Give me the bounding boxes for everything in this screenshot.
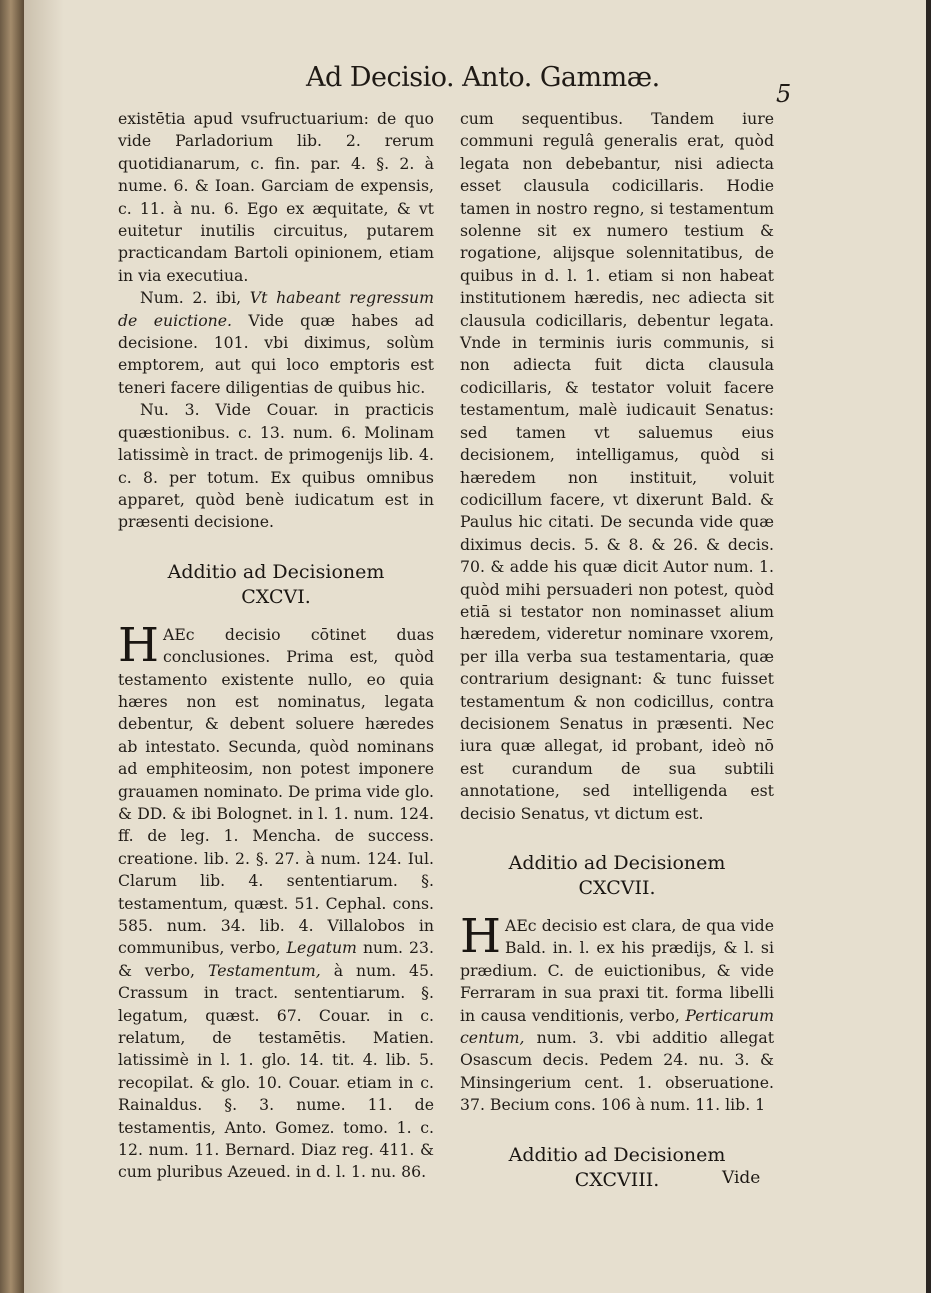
facing-page-edge bbox=[0, 0, 24, 1293]
catchword: Vide bbox=[722, 1168, 761, 1188]
paragraph bbox=[460, 909, 774, 1117]
text-run: num. 3. vbi additio allegat Osascum decis. Pedem 24. nu. 3. & Minsingerium cent. 1. obseruatione. 37. Becium cons. 106 à num. 11. lib. 1 bbox=[460, 1028, 774, 1115]
text-run: Num. 2. ibi, bbox=[140, 288, 250, 308]
italic-citation: Legatum bbox=[286, 938, 357, 958]
text-run: AEc decisio cōtinet duas conclusiones. Prima est, quòd testamento existente nullo, eo quia hæres non est nominatus, legata debentur, & debent soluere hæredes ab intestato. Secunda, quòd nominans ad emphiteosim, non potest imponere grauamen nominato. De prima vide glo. & DD. & ibi Bolognet. in l. 1. num. 124. ff. de leg. 1. Mencha. de success. creatione. lib. 2. §. 27. à num. 124. Iul. Clarum lib. 4. sententiarum. §. testamentum, quæst. 51. Cephal. cons. 585. num. 34. lib. 4. Villalobos in communibus, verbo, bbox=[118, 624, 434, 958]
heading-line: Additio ad Decisionem bbox=[167, 560, 385, 583]
right-column bbox=[460, 108, 774, 1207]
italic-citation: Vt habeant regressum de euictione. bbox=[118, 288, 434, 330]
paragraph bbox=[118, 287, 434, 399]
heading-numeral: CXCVII. bbox=[578, 877, 656, 899]
heading-numeral: CXCVI. bbox=[241, 585, 311, 608]
text-run: Vide quæ habes ad decisione. 101. vbi diximus, solùm emptorem, aut qui loco emptoris est teneri facere diligentias de quibus hic. bbox=[118, 310, 434, 397]
left-column bbox=[118, 108, 434, 1184]
text-run: à num. 45. Crassum in tract. sententiarum. §. legatum, quæst. 67. Couar. in c. relatum, de testamētis. Matien. latissimè in l. 1. glo. 14. tit. 4. lib. 5. recopilat. & glo. 10. Couar. etiam in c. Rainaldus. §. 3. nume. 11. de testamentis, Anto. Gomez. tomo. 1. c. 12. num. 11. Bernard. Diaz reg. 411. & cum pluribus Azeued. in d. l. 1. nu. 86. bbox=[118, 960, 434, 1182]
section-heading bbox=[118, 560, 434, 610]
running-title: Ad Decisio. Anto. Gammæ. bbox=[306, 62, 660, 93]
heading-line: Additio ad Decisionem bbox=[508, 1143, 726, 1166]
paragraph bbox=[118, 617, 434, 1184]
text-run: AEc decisio est clara, de qua vide Bald. in. l. ex his prædijs, & l. si prædium. C. de euictionibus, & vide Ferraram in sua praxi tit. forma libelli in causa venditionis, verbo, bbox=[460, 916, 774, 1025]
italic-citation: Perticarum centum, bbox=[460, 1005, 774, 1048]
paragraph: existētia apud vsufructuarium: de quo vide Parladorium lib. 2. rerum quotidianarum, c. fin. par. 4. §. 2. à nume. 6. & Ioan. Garciam de expensis, c. 11. à nu. 6. Ego ex æquitate, & vt euitetur inutilis circuitus, putarem practicandam Bartoli opinionem, etiam in via executiua. bbox=[118, 109, 434, 285]
section-heading bbox=[460, 851, 774, 901]
paragraph: Nu. 3. Vide Couar. in practicis quæstionibus. c. 13. num. 6. Molinam latissimè in tract. de primogenijs lib. 4. c. 8. per totum. Ex quibus omnibus apparet, quòd benè iudicatum est in præsenti decisione. bbox=[118, 400, 434, 532]
heading-line: Additio ad Decisionem bbox=[508, 852, 726, 874]
drop-cap: H bbox=[118, 617, 159, 673]
italic-citation: Testamentum, bbox=[207, 960, 321, 980]
page-number: 5 bbox=[776, 80, 792, 108]
heading-numeral: CXCVIII. bbox=[574, 1168, 660, 1191]
text-run: num. 23. & verbo, bbox=[118, 938, 434, 980]
paragraph: cum sequentibus. Tandem iure communi regulâ generalis erat, quòd legata non debebantur, nisi adiecta esset clausula codicillaris. Hodie tamen in nostro regno, si testamentum solenne sit ex numero testium & rogatione, alijsque solennitatibus, de quibus in d. l. 1. etiam si non habeat institutionem hæredis, nec adiecta sit clausula codicillaris, debentur legata. Vnde in terminis iuris communis, si non adiecta fuit dicta clausula codicillaris, & testator voluit facere testamentum, malè iudicauit Senatus: sed tamen vt saluemus eius decisionem, intelligamus, quòd si hæredem non instituit, voluit codicillum facere, vt dixerunt Bald. & Paulus hic citati. De secunda vide quæ diximus decis. 5. & 8. & 26. & decis. 70. & adde his quæ dicit Autor num. 1. quòd mihi persuaderi non potest, quòd etiā si testator non nominasset alium hæredem, videretur nominare vxorem, per illa verba sua testamentaria, quæ contrarium designant: & tunc fuisset testamentum & non codicillus, contra decisionem Senatus in præsenti. Nec iura quæ allegat, id probant, ideò nō est curandum de sua subtili annotatione, sed intelligenda est decisio Senatus, vt dictum est. bbox=[460, 109, 774, 823]
drop-cap: H bbox=[460, 909, 501, 964]
